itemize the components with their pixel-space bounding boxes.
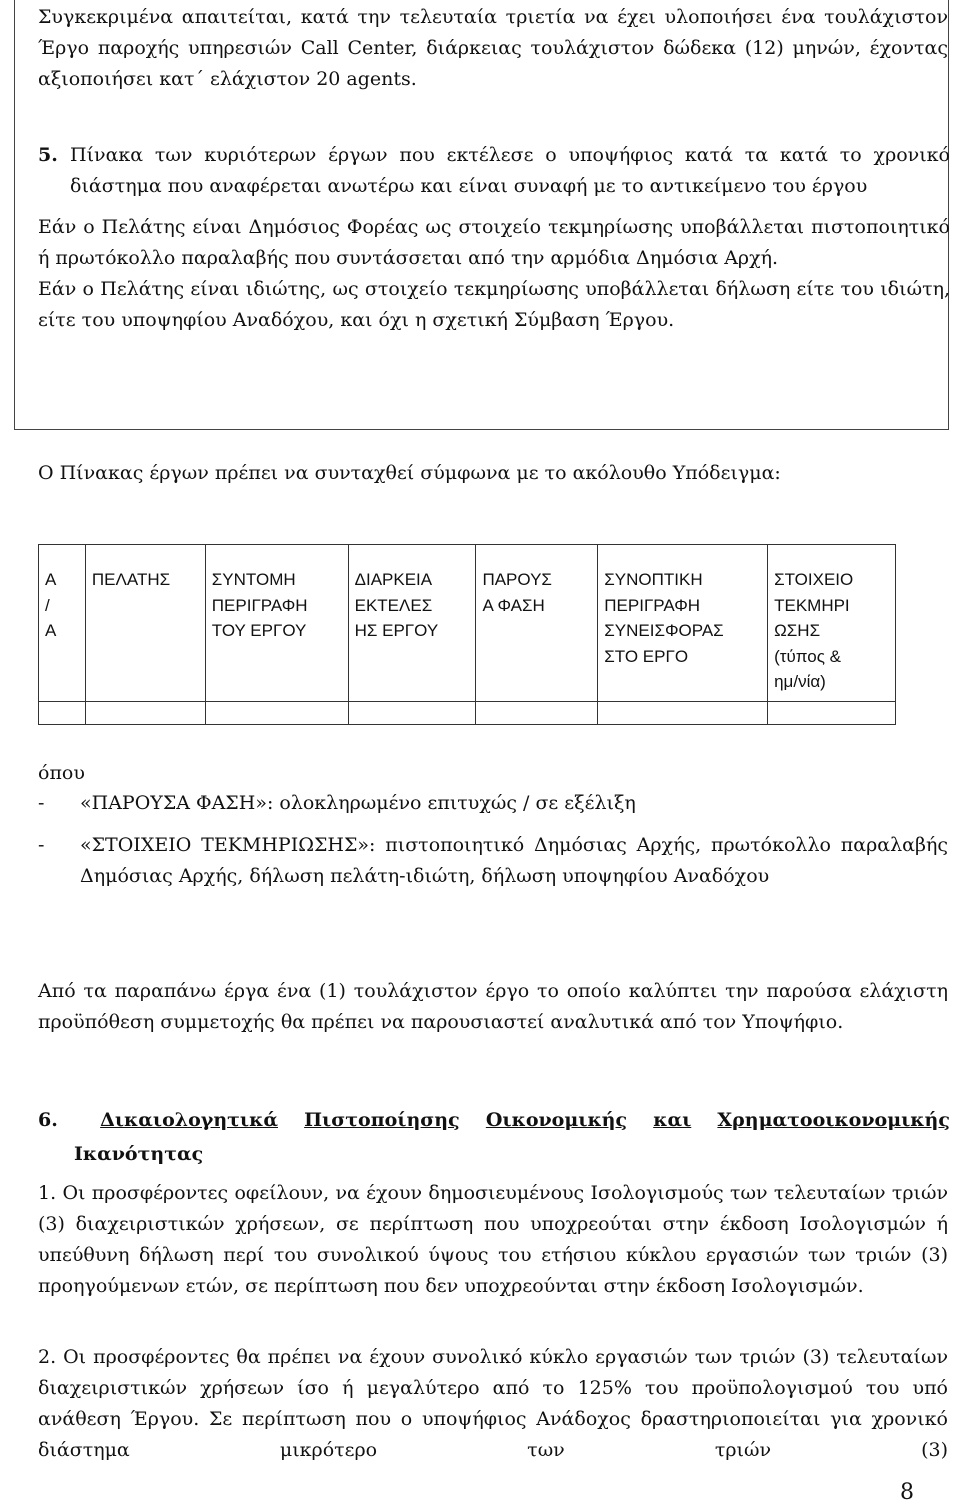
table-header-line: (τύπος & xyxy=(774,646,841,666)
section-6-title-word: και xyxy=(653,1109,692,1131)
page-number: 8 xyxy=(900,1480,914,1505)
bullet-present-phase: «ΠΑΡΟΥΣΑ ΦΑΣΗ»: ολοκληρωμένο επιτυχώς / σε εξέλιξη xyxy=(80,792,636,814)
table-header-line: ΤΕΚΜΗΡΙ xyxy=(774,595,850,615)
section-6-heading xyxy=(38,1103,950,1171)
table-header-line: ΤΟΥ ΕΡΓΟΥ xyxy=(211,621,307,640)
table-header-line: ημ/νία) xyxy=(774,672,826,691)
table-header-cell xyxy=(205,545,348,702)
table-header-line: Α xyxy=(45,570,57,589)
section-6-title-word: Οικονομικής xyxy=(485,1109,628,1131)
table-intro: Ο Πίνακας έργων πρέπει να συνταχθεί σύμφωνα με το ακόλουθο Υπόδειγμα: xyxy=(38,462,781,484)
table-header-line: ΠΕΡΙΓΡΑΦΗ xyxy=(604,595,701,615)
table-header-line: Α ΦΑΣΗ xyxy=(482,595,545,615)
section-5 xyxy=(38,140,950,336)
table-header-line: ΩΣΗΣ xyxy=(774,621,821,640)
intro-paragraph: Συγκεκριμένα απαιτείται, κατά την τελευταία τριετία να έχει υλοποιήσει ένα τουλάχιστον Έργο παροχής υπηρεσιών Call Center, διάρκειας τουλάχιστον δώδεκα (12) μηνών, έχοντας αξιοποιήσει κατ΄ ελάχιστον 20 agents. xyxy=(38,6,948,90)
table-header-line: ΣΥΝΟΠΤΙΚΗ xyxy=(604,570,703,589)
bullet-dash: - xyxy=(38,792,45,814)
table-header-line: ΣΤΟΙΧΕΙΟ xyxy=(774,570,854,589)
table-header-line: ΕΚΤΕΛΕΣ xyxy=(354,595,433,615)
table-header-cell xyxy=(476,545,598,702)
section-6-item-2: 2. Οι προσφέροντες θα πρέπει να έχουν συνολικό κύκλο εργασιών των τριών (3) τελευταίων διαχειριστικών χρήσεων ίσο ή μεγαλύτερο από το 125% του προϋπολογισμού του υπό ανάθεση Έργου. Σε περίπτωση που ο υποψήφιος Ανάδοχος δραστηριοποιείται για χρονικό διάστημα μικρότερο των τριών (3) xyxy=(38,1346,948,1461)
table-header-line: ΠΑΡΟΥΣ xyxy=(482,570,552,589)
table-header-line: ΣΥΝΤΟΜΗ xyxy=(211,570,296,589)
section-6-title-word: Δικαιολογητικά xyxy=(100,1109,278,1131)
table-header-cell xyxy=(598,545,768,702)
table-header-row xyxy=(39,545,896,702)
table-header-cell xyxy=(39,545,86,702)
section-6-item-1: 1. Οι προσφέροντες οφείλουν, να έχουν δημοσιευμένους Ισολογισμούς των τελευταίων τριών (3) διαχειριστικών χρήσεων, σε περίπτωση που υποχρεούται στην έκδοση Ισολογισμών ή υπεύθυνη δήλωση περί του συνολικού ύψους του ετήσιου κύκλου εργασιών των τριών (3) προηγούμενων ετών, σε περίπτωση που δεν υποχρεούνται στην έκδοση Ισολογισμών. xyxy=(38,1182,948,1297)
section-6-title-word: Πιστοποίησης xyxy=(304,1109,460,1131)
table-header-cell xyxy=(768,545,896,702)
table-header-line: ΗΣ ΕΡΓΟΥ xyxy=(354,621,439,640)
table-header-cell xyxy=(85,545,205,702)
bullet-evidence: «ΣΤΟΙΧΕΙΟ ΤΕΚΜΗΡΙΩΣΗΣ»: πιστοποιητικό Δημόσιας Αρχής, πρωτόκολλο παραλαβής Δημόσιας Αρχής, δήλωση πελάτη-ιδιώτη, δήλωση υποψηφίου Αναδόχου xyxy=(80,834,948,887)
summary-paragraph: Από τα παραπάνω έργα ένα (1) τουλάχιστον έργο το οποίο καλύπτει την παρούσα ελάχιστη προϋπόθεση συμμετοχής θα πρέπει να παρουσιαστεί αναλυτικά από τον Υποψήφιο. xyxy=(38,980,948,1033)
bullet-dash: - xyxy=(38,834,45,856)
section-5-number: 5. xyxy=(38,144,58,166)
projects-table xyxy=(38,544,896,725)
where-label: όπου xyxy=(38,762,85,784)
table-header-line: / xyxy=(45,595,50,615)
section-5-public-paragraph: Εάν ο Πελάτης είναι Δημόσιος Φορέας ως στοιχείο τεκμηρίωσης υποβάλλεται πιστοποιητικό ή πρωτόκολλο παραλαβής που συντάσσεται από την αρμόδια Δημόσια Αρχή. xyxy=(38,216,950,269)
table-header-line: Α xyxy=(45,621,57,640)
table-header-line: ΔΙΑΡΚΕΙΑ xyxy=(354,570,433,589)
table-header-line: ΠΕΛΑΤΗΣ xyxy=(91,570,171,589)
section-5-title: Πίνακα των κυριότερων έργων που εκτέλεσε ο υποψήφιος κατά τα κατά το χρονικό διάστημα που αναφέρεται ανωτέρω και είναι συναφή με το αντικείμενο του έργου xyxy=(70,144,950,197)
table-header-line: ΣΤΟ ΕΡΓΟ xyxy=(604,646,689,666)
table-header-line: ΠΕΡΙΓΡΑΦΗ xyxy=(211,595,308,615)
section-5-private-paragraph: Εάν ο Πελάτης είναι ιδιώτης, ως στοιχείο τεκμηρίωσης υποβάλλεται δήλωση είτε του ιδιώτη, είτε του υποψηφίου Αναδόχου, και όχι η σχετική Σύμβαση Έργου. xyxy=(38,278,950,331)
section-6-number: 6. xyxy=(38,1109,58,1131)
table-header-cell xyxy=(348,545,476,702)
table-empty-row xyxy=(39,701,896,724)
table-header-line: ΣΥΝΕΙΣΦΟΡΑΣ xyxy=(604,621,724,640)
section-6-title-word: Χρηματοοικονομικής xyxy=(717,1109,950,1131)
section-6-title-line2: Ικανότητας xyxy=(74,1143,204,1165)
